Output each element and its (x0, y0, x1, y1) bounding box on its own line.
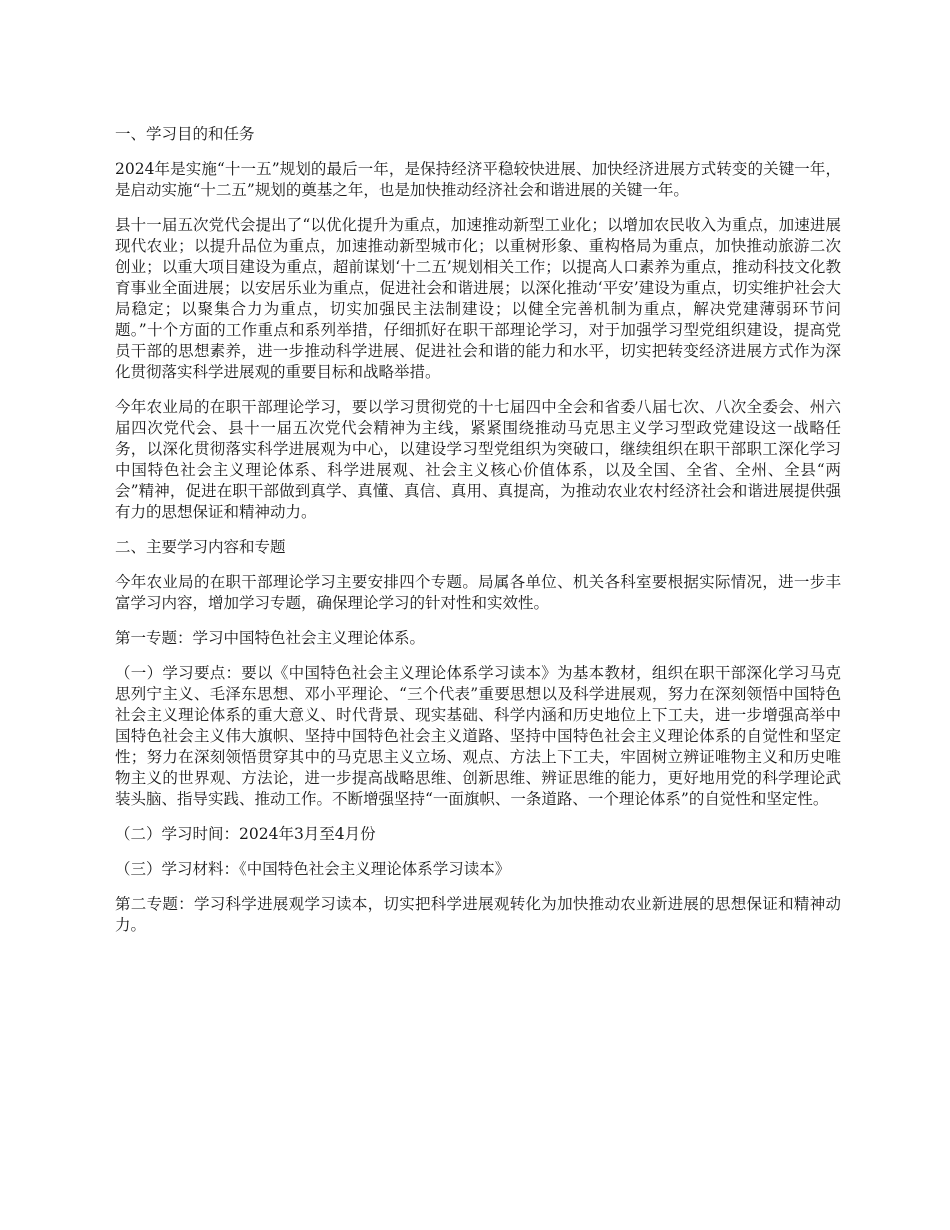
paragraph: 今年农业局的在职干部理论学习，要以学习贯彻党的十七届四中全会和省委八届七次、八次全委会、州六届四次党代会、县十一届五次党代会精神为主线，紧紧围绕推动马克思主义学习型政党建设这一战略任务，以深化贯彻落实科学进展观为中心，以建设学习型党组织为突破口，继续组织在职干部职工深化学习中国特色社会主义理论体系、科学进展观、社会主义核心价值体系，以及全国、全省、全州、全县“两会”精神，促进在职干部做到真学、真懂、真信、真用、真提高，为推动农业农村经济社会和谐进展提供强有力的思想保证和精神动力。 (115, 398, 841, 521)
section-heading-1: 一、学习目的和任务 (115, 125, 255, 143)
section-heading-2: 二、主要学习内容和专题 (115, 538, 286, 556)
paragraph: 2024年是实施“十一五”规划的最后一年，是保持经济平稳较快进展、加快经济进展方式转变的关键一年，是启动实施“十二五”规划的奠基之年，也是加快推动经济社会和谐进展的关键一年。 (115, 160, 841, 199)
study-time: （二）学习时间：2024年3月至4月份 (115, 825, 376, 843)
document-body (115, 124, 841, 950)
topic-heading-2: 第二专题：学习科学进展观学习读本，切实把科学进展观转化为加快推动农业新进展的思想保证和精神动力。 (115, 895, 841, 934)
paragraph: （一）学习要点：要以《中国特色社会主义理论体系学习读本》为基本教材，组织在职干部深化学习马克思列宁主义、毛泽东思想、邓小平理论、“三个代表”重要思想以及科学进展观，努力在深刻领悟中国特色社会主义理论体系的重大意义、时代背景、现实基础、科学内涵和历史地位上下工夫，进一步增强高举中国特色社会主义伟大旗帜、坚持中国特色社会主义道路、坚持中国特色社会主义理论体系的自觉性和坚定性；努力在深刻领悟贯穿其中的马克思主义立场、观点、方法上下工夫，牢固树立辨证唯物主义和历史唯物主义的世界观、方法论，进一步提高战略思维、创新思维、辨证思维的能力，更好地用党的科学理论武装头脑、指导实践、推动工作。不断增强坚持“一面旗帜、一条道路、一个理论体系”的自觉性和坚定性。 (115, 664, 841, 808)
paragraph: 县十一届五次党代会提出了“以优化提升为重点，加速推动新型工业化；以增加农民收入为重点，加速进展现代农业；以提升品位为重点，加速推动新型城市化；以重树形象、重构格局为重点，加快推动旅游二次创业；以重大项目建设为重点，超前谋划‘十二五’规划相关工作；以提高人口素养为重点，推动科技文化教育事业全面进展；以安居乐业为重点，促进社会和谐进展；以深化推动‘平安’建设为重点，切实维护社会大局稳定；以聚集合力为重点，切实加强民主法制建设；以健全完善机制为重点，解决党建薄弱环节问题。”十个方面的工作重点和系列举措，仔细抓好在职干部理论学习，对于加强学习型党组织建设，提高党员干部的思想素养，进一步推动科学进展、促进社会和谐的能力和水平，切实把转变经济进展方式作为深化贯彻落实科学进展观的重要目标和战略举措。 (115, 216, 841, 381)
paragraph: 今年农业局的在职干部理论学习主要安排四个专题。局属各单位、机关各科室要根据实际情况，进一步丰富学习内容，增加学习专题，确保理论学习的针对性和实效性。 (115, 573, 841, 612)
topic-heading-1: 第一专题：学习中国特色社会主义理论体系。 (115, 629, 426, 647)
study-material: （三）学习材料：《中国特色社会主义理论体系学习读本》 (115, 860, 511, 878)
